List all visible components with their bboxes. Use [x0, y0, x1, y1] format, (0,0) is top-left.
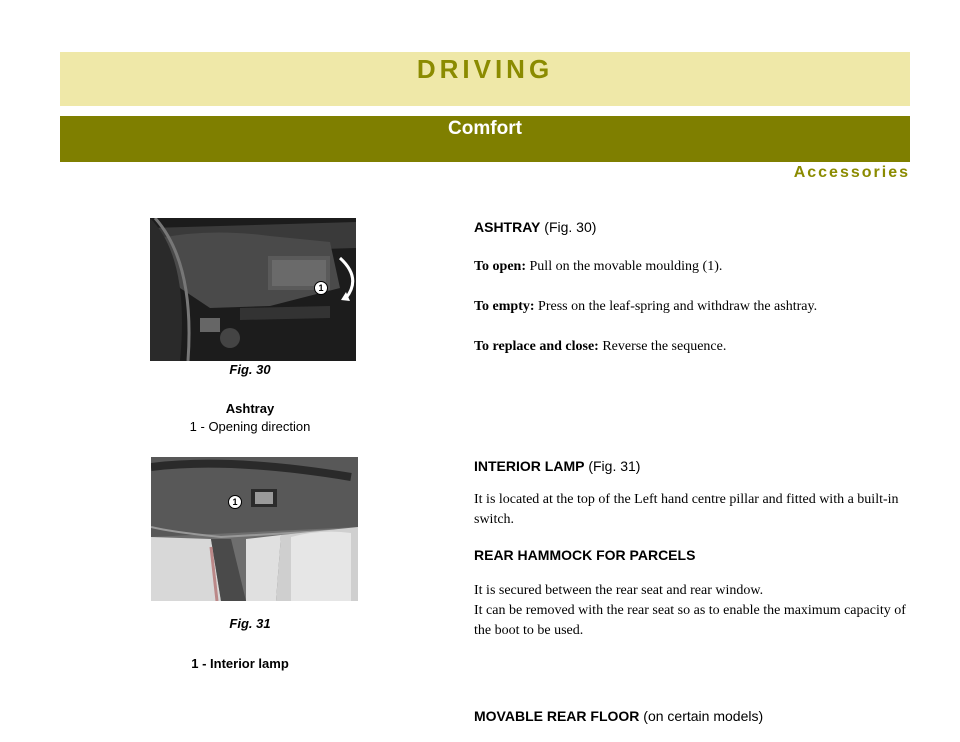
marker-number: 1: [232, 497, 238, 507]
interior-lamp-heading-ref: (Fig. 31): [588, 458, 641, 474]
page-subtitle: Comfort: [448, 118, 522, 139]
subtitle-band: [60, 116, 910, 162]
interior-lamp-text: It is located at the top of the Left hand centre pillar and fitted with a built-in switch.: [474, 492, 899, 527]
empty-label: To empty:: [474, 299, 535, 314]
marker-number: 1: [318, 283, 324, 293]
floor-heading-title: MOVABLE REAR FLOOR: [474, 708, 640, 724]
fig30-label: Fig. 30: [229, 362, 271, 377]
fig30-caption-title: Ashtray: [225, 401, 275, 416]
ashtray-heading: [474, 217, 914, 237]
interior-lamp-heading: [474, 456, 914, 476]
ashtray-photo: [150, 218, 356, 361]
section-label: Accessories: [793, 164, 910, 181]
open-text: Pull on the movable moulding (1).: [529, 259, 723, 274]
hammock-heading: [474, 545, 914, 565]
ashtray-heading-title: ASHTRAY: [474, 219, 541, 235]
interior-lamp-photo: [151, 457, 358, 601]
hammock-heading-title: REAR HAMMOCK FOR PARCELS: [474, 547, 696, 563]
replace-label: To replace and close:: [474, 339, 599, 354]
ashtray-empty: [474, 297, 914, 317]
hammock-line1: It is secured between the rear seat and rear window.: [474, 583, 764, 598]
floor-heading: [474, 706, 914, 726]
fig31-label: Fig. 31: [229, 616, 271, 631]
ashtray-heading-ref: (Fig. 30): [544, 219, 597, 235]
replace-text: Reverse the sequence.: [602, 339, 727, 354]
fig30-caption-line: 1 - Opening direction: [189, 419, 311, 434]
fig31-caption-line: 1 - Interior lamp: [191, 656, 289, 671]
ashtray-replace: [474, 337, 914, 357]
open-label: To open:: [474, 259, 527, 274]
interior-lamp-marker: [228, 495, 242, 509]
ashtray-section: [474, 217, 914, 357]
interior-lamp-section: [474, 456, 914, 530]
ashtray-open: [474, 257, 914, 277]
hammock-section: [474, 545, 914, 641]
floor-section: [474, 706, 914, 726]
empty-text: Press on the leaf-spring and withdraw the ashtray.: [538, 299, 818, 314]
opening-direction-marker: [314, 281, 328, 295]
page-title: DRIVING: [416, 54, 554, 84]
title-band: [60, 52, 910, 106]
floor-heading-note: (on certain models): [643, 708, 764, 724]
interior-lamp-heading-title: INTERIOR LAMP: [474, 458, 585, 474]
hammock-line2: It can be removed with the rear seat so as to enable the maximum capacity of the boot to be used.: [474, 603, 906, 638]
